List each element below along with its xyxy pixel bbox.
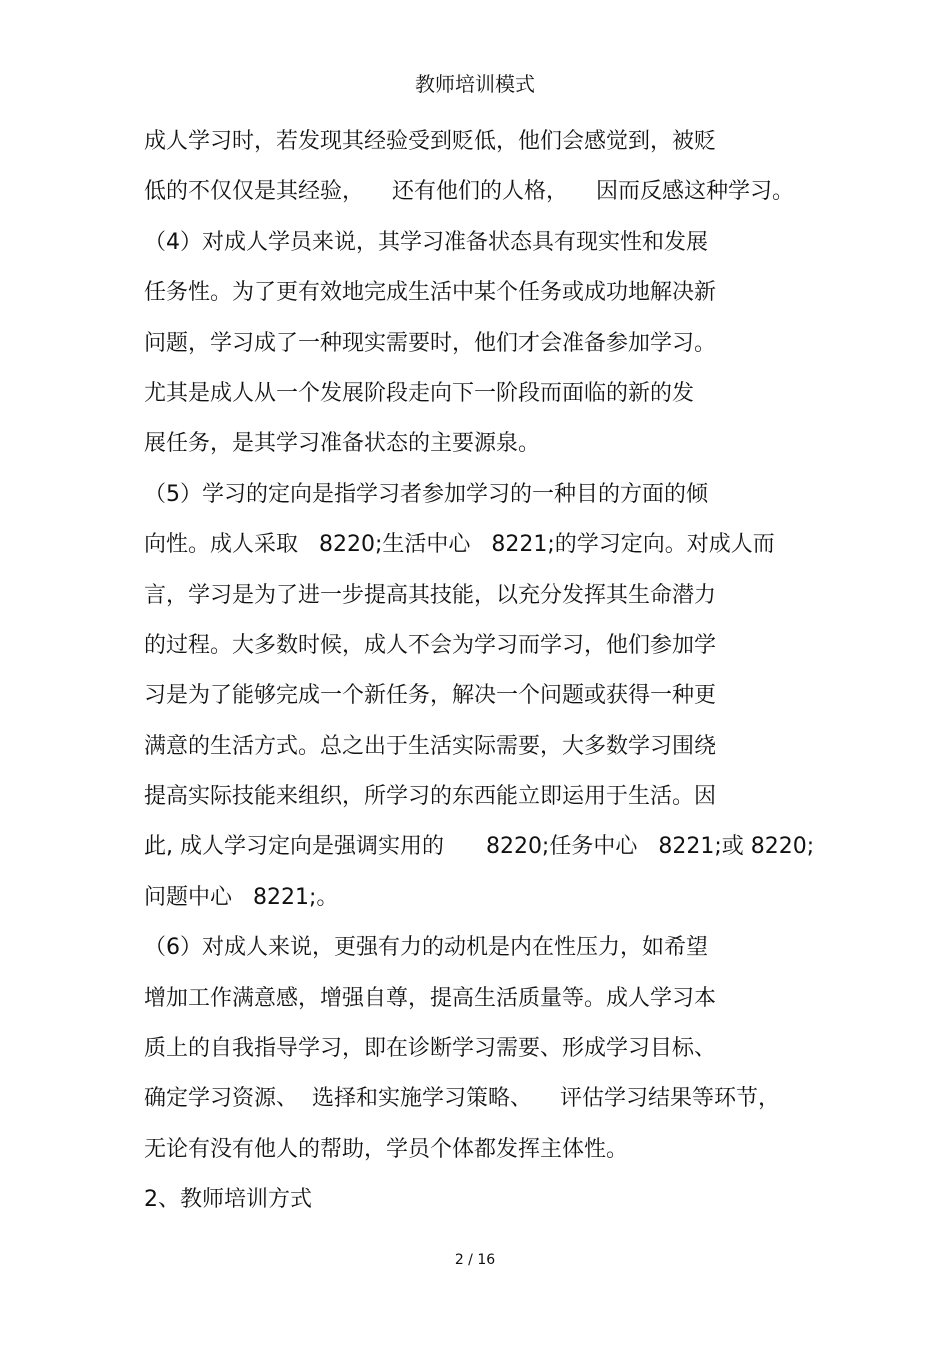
text-line: 的过程。大多数时候，成人不会为学习而学习，他们参加学 bbox=[144, 632, 717, 658]
text-line: 提高实际技能来组织，所学习的东西能立即运用于生活。因 bbox=[144, 784, 717, 810]
text-line: 无论有没有他人的帮助，学员个体都发挥主体性。 bbox=[144, 1136, 629, 1162]
body-text bbox=[144, 124, 934, 1233]
text-line: 问题中心 8221;。 bbox=[144, 884, 339, 910]
text-line: 成人学习时，若发现其经验受到贬低，他们会感觉到，被贬 bbox=[144, 129, 717, 154]
text-line: 此, 成人学习定向是强调实用的 8220;任务中心 8221;或 8220; bbox=[144, 834, 815, 860]
text-line: 言，学习是为了进一步提高其技能，以充分发挥其生命潜力 bbox=[144, 582, 717, 608]
text-line: （6）对成人来说，更强有力的动机是内在性压力，如希望 bbox=[144, 935, 708, 961]
text-line: 向性。成人采取 8220;生活中心 8221;的学习定向。对成人而 bbox=[144, 532, 775, 558]
text-line: （5）学习的定向是指学习者参加学习的一种目的方面的倾 bbox=[144, 481, 708, 507]
text-line: 质上的自我指导学习，即在诊断学习需要、形成学习目标、 bbox=[144, 1036, 717, 1062]
text-line: 确定学习资源、 选择和实施学习策略、 评估学习结果等环节， bbox=[144, 1086, 780, 1112]
page-header: 教师培训模式 bbox=[415, 72, 535, 96]
text-line: （4）对成人学员来说，其学习准备状态具有现实性和发展 bbox=[144, 229, 708, 255]
text-line: 习是为了能够完成一个新任务，解决一个问题或获得一种更 bbox=[144, 683, 717, 709]
text-line: 问题，学习成了一种现实需要时，他们才会准备参加学习。 bbox=[144, 330, 717, 356]
text-line: 任务性。为了更有效地完成生活中某个任务或成功地解决新 bbox=[144, 280, 717, 306]
text-line: 满意的生活方式。总之出于生活实际需要，大多数学习围绕 bbox=[144, 733, 717, 759]
page-number: 2 / 16 bbox=[454, 1252, 496, 1268]
text-line: 尤其是成人从一个发展阶段走向下一阶段而面临的新的发 bbox=[144, 380, 695, 406]
section-heading: 2、教师培训方式 bbox=[144, 1187, 312, 1213]
text-line: 展任务，是其学习准备状态的主要源泉。 bbox=[144, 431, 541, 457]
text-line: 低的不仅仅是其经验， 还有他们的人格， 因而反感这种学习。 bbox=[144, 179, 794, 205]
text-line: 增加工作满意感，增强自尊，提高生活质量等。成人学习本 bbox=[144, 985, 717, 1011]
